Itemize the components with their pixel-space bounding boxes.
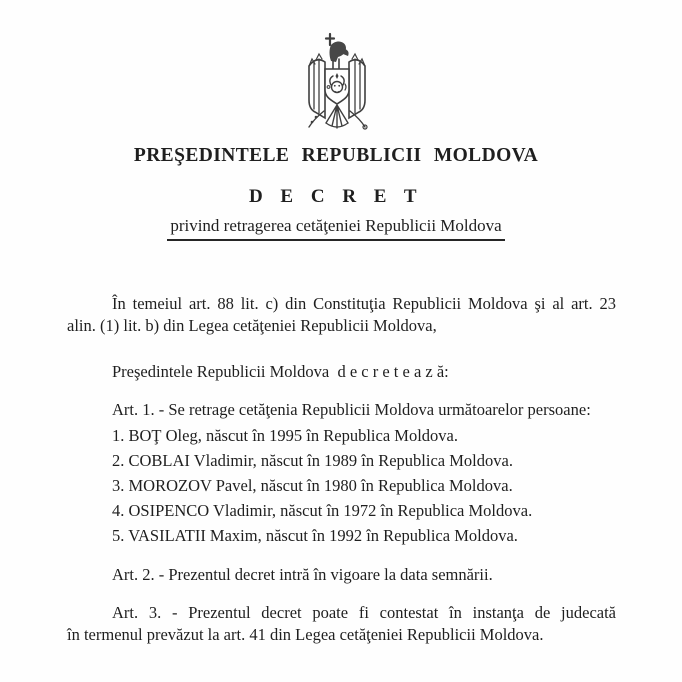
decree-subtitle: privind retragerea cetăţeniei Republicii Moldova <box>167 216 504 241</box>
legal-basis-line-1: În temeiul art. 88 lit. c) din Constituţia Republicii Moldova şi al art. 23 <box>112 294 616 313</box>
article-3 <box>67 602 616 646</box>
person-item: 2. COBLAI Vladimir, născut în 1989 în Republica Moldova. <box>112 451 513 470</box>
document-title: PREŞEDINTELE REPUBLICII MOLDOVA <box>133 145 539 166</box>
document-body <box>67 293 616 646</box>
person-item: 1. BOŢ Oleg, născut în 1995 în Republica Moldova. <box>112 426 458 445</box>
article-3-line-1: Art. 3. - Prezentul decret poate fi contestat în instanţa de judecată <box>112 603 616 622</box>
person-item: 4. OSIPENCO Vladimir, născut în 1972 în Republica Moldova. <box>112 501 533 520</box>
heading-block <box>0 0 672 260</box>
decree-subtitle-row <box>0 216 672 241</box>
legal-basis-line-2: alin. (1) lit. b) din Legea cetăţeniei Republicii Moldova, <box>67 316 437 335</box>
decree-heading: D E C R E T <box>248 186 424 207</box>
article-1: Art. 1. - Se retrage cetăţenia Republicii Moldova următoarelor persoane: <box>112 400 591 419</box>
article-3-line-2: în termenul prevăzut la art. 41 din Legea cetăţeniei Republicii Moldova. <box>67 625 544 644</box>
paragraph-legal-basis <box>67 293 616 337</box>
person-item: 3. MOROZOV Pavel, născut în 1980 în Republica Moldova. <box>112 476 513 495</box>
person-list <box>67 423 616 548</box>
article-2: Art. 2. - Prezentul decret intră în vigoare la data semnării. <box>112 565 493 584</box>
enacting-clause: Preşedintele Republicii Moldova d e c r e t e a z ă: <box>112 362 449 381</box>
person-item: 5. VASILATII Maxim, născut în 1992 în Republica Moldova. <box>112 526 518 545</box>
